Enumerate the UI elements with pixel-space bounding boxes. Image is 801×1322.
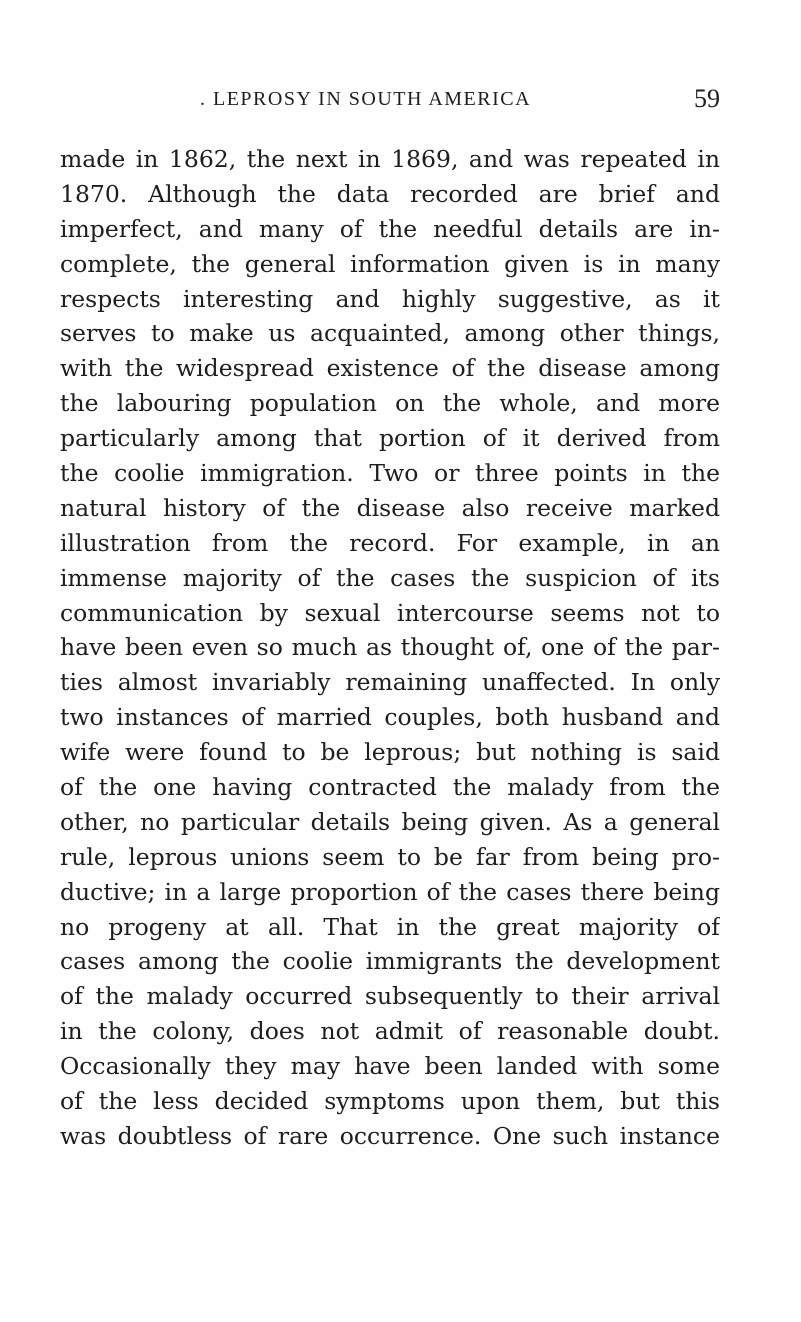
page-number: 59 xyxy=(694,84,720,113)
text-line: the coolie immigration. Two or three points in the xyxy=(60,459,720,488)
text-line: with the widespread existence of the disease among xyxy=(60,354,720,383)
text-line: respects interesting and highly suggestive, as it xyxy=(60,284,720,313)
text-line: in the colony, does not admit of reasonable doubt. xyxy=(60,1017,720,1046)
text-line: natural history of the disease also receive marked xyxy=(60,493,720,522)
text-line: cases among the coolie immigrants the development xyxy=(60,947,720,976)
text-line: no progeny at all. That in the great majority of xyxy=(60,912,720,941)
text-line: particularly among that portion of it derived from xyxy=(60,424,720,453)
text-line: of the malady occurred subsequently to their arrival xyxy=(60,982,720,1011)
text-line: complete, the general information given is in many xyxy=(60,249,720,278)
text-line: illustration from the record. For example, in an xyxy=(60,528,720,557)
text-line: rule, leprous unions seem to be far from being pro- xyxy=(60,842,720,871)
text-line: two instances of married couples, both husband and xyxy=(60,703,720,732)
text-line: other, no particular details being given. As a general xyxy=(60,807,720,836)
body-paragraph xyxy=(60,142,720,1154)
text-line: ductive; in a large proportion of the cases there being xyxy=(60,877,720,906)
text-line: serves to make us acquainted, among other things, xyxy=(60,319,720,348)
running-title: . LEPROSY IN SOUTH AMERICA xyxy=(200,88,532,110)
text-line: immense majority of the cases the suspicion of its xyxy=(60,563,720,592)
text-line: 1870. Although the data recorded are brief and xyxy=(60,179,720,208)
text-line: communication by sexual intercourse seems not to xyxy=(60,598,720,627)
text-line: of the one having contracted the malady from the xyxy=(60,773,720,802)
text-line: the labouring population on the whole, and more xyxy=(60,389,720,418)
text-line: ties almost invariably remaining unaffected. In only xyxy=(60,668,720,697)
text-line: of the less decided symptoms upon them, but this xyxy=(60,1087,720,1116)
text-line: was doubtless of rare occurrence. One such instance xyxy=(60,1121,720,1150)
text-line: Occasionally they may have been landed with some xyxy=(60,1052,720,1081)
text-line: imperfect, and many of the needful details are in- xyxy=(60,214,720,243)
running-head xyxy=(60,84,720,114)
text-line: made in 1862, the next in 1869, and was repeated in xyxy=(60,145,720,173)
text-line: wife were found to be leprous; but nothing is said xyxy=(60,738,720,767)
text-line: have been even so much as thought of, one of the par- xyxy=(60,633,720,662)
